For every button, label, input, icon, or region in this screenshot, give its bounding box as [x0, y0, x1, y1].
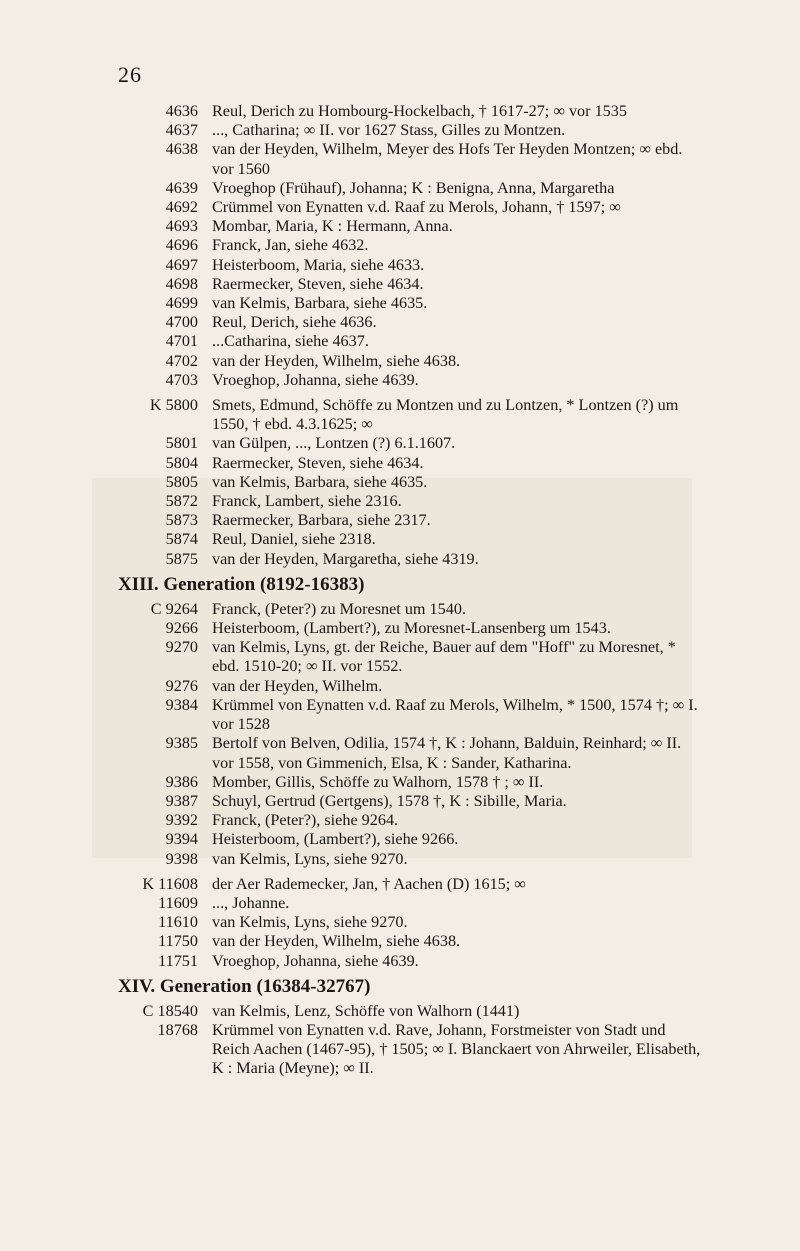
entry-text: Krümmel von Eynatten v.d. Rave, Johann, Forstmeister von Stadt und Reich Aachen (1467-95), † 1505; ∞ I. Blanckaert von Ahrweiler, Elisabeth, K : Maria (Meyne); ∞ II. [212, 1020, 701, 1078]
entry-number: 5872 [165, 492, 198, 511]
entry-text: Heisterboom, (Lambert?), zu Moresnet-Lansenberg um 1543. [212, 619, 611, 638]
entry-row [118, 434, 703, 453]
entry-number: 18768 [157, 1020, 198, 1039]
entry-text: Bertolf von Belven, Odilia, 1574 †, K : Johann, Balduin, Reinhard; ∞ II. vor 1558, von Gimmenich, Elsa, K : Sander, Katharina. [212, 734, 682, 772]
entry-number: 5801 [165, 434, 198, 453]
entry-row [118, 313, 703, 332]
entry-number: 4698 [165, 274, 198, 293]
entry-row [118, 121, 703, 140]
entry-row [118, 473, 703, 492]
entry-text: van Kelmis, Lyns, siehe 9270. [212, 913, 408, 932]
entry-row [118, 600, 703, 619]
entry-row [118, 1002, 703, 1021]
entry-number: 4639 [165, 178, 198, 197]
entry-number: 9385 [165, 734, 198, 753]
entry-text: van der Heyden, Margaretha, siehe 4319. [212, 549, 479, 568]
entry-text: van Gülpen, ..., Lontzen (?) 6.1.1607. [212, 434, 456, 453]
entry-row [118, 217, 703, 236]
entry-text: Reul, Daniel, siehe 2318. [212, 530, 376, 549]
entry-number: 4701 [165, 332, 198, 351]
entry-number: 11750 [158, 932, 198, 951]
entry-text: ..., Catharina; ∞ II. vor 1627 Stass, Gilles zu Montzen. [212, 121, 566, 140]
entry-number: 4697 [165, 255, 198, 274]
page-number: 26 [118, 62, 142, 87]
entry-number: 4699 [165, 294, 198, 313]
entry-text: Franck, (Peter?) zu Moresnet um 1540. [212, 599, 466, 618]
entry-text: van der Heyden, Wilhelm, siehe 4638. [212, 932, 461, 951]
entry-text: Mombar, Maria, K : Hermann, Anna. [212, 217, 453, 236]
entry-number: 9392 [165, 811, 198, 830]
entry-text: der Aer Rademecker, Jan, † Aachen (D) 1615; ∞ [212, 874, 526, 893]
entry-text: ...Catharina, siehe 4637. [212, 332, 369, 351]
entry-block [118, 102, 703, 390]
entry-row [118, 811, 703, 830]
entry-text: van Kelmis, Barbara, siehe 4635. [212, 472, 428, 491]
entry-number: 4696 [165, 236, 198, 255]
entry-number: 4702 [165, 351, 198, 370]
entry-number: 9270 [165, 638, 198, 657]
entry-row [118, 332, 703, 351]
entry-row [118, 530, 703, 549]
entry-block [118, 396, 703, 569]
entry-row [118, 294, 703, 313]
entry-number: 4637 [165, 121, 198, 140]
entry-block [118, 600, 703, 869]
entry-text: van der Heyden, Wilhelm, siehe 4638. [212, 351, 461, 370]
entry-number: 9276 [165, 676, 198, 695]
entry-text: van Kelmis, Lenz, Schöffe von Walhorn (1441) [212, 1001, 520, 1020]
entry-text: Franck, (Peter?), siehe 9264. [212, 811, 399, 830]
entry-row [118, 792, 703, 811]
entry-number: 5875 [165, 549, 198, 568]
entry-number: 9386 [165, 772, 198, 791]
entry-number: 9384 [165, 695, 198, 714]
entry-number: 9387 [165, 791, 198, 810]
entry-number: 4693 [165, 217, 198, 236]
entry-row [118, 511, 703, 530]
entry-text: Heisterboom, Maria, siehe 4633. [212, 255, 425, 274]
entry-number: 9394 [165, 830, 198, 849]
generation-heading: XIII. Generation (8192-16383) [118, 573, 365, 595]
entry-number: 9266 [165, 619, 198, 638]
entry-text: Raermecker, Barbara, siehe 2317. [212, 511, 431, 530]
entry-number: 9398 [165, 849, 198, 868]
entry-text: Franck, Jan, siehe 4632. [212, 236, 369, 255]
entry-number: K 5800 [149, 396, 198, 415]
entry-text: Smets, Edmund, Schöffe zu Montzen und zu Lontzen, * Lontzen (?) um 1550, † ebd. 4.3.1625; ∞ [212, 396, 679, 434]
entry-row [118, 371, 703, 390]
entry-row [118, 638, 703, 676]
entry-text: Vroeghop, Johanna, siehe 4639. [212, 370, 419, 389]
entry-row [118, 275, 703, 294]
entry-row [118, 102, 703, 121]
entry-text: van der Heyden, Wilhelm, Meyer des Hofs Ter Heyden Montzen; ∞ ebd. vor 1560 [212, 140, 683, 178]
entry-row [118, 619, 703, 638]
entry-row [118, 198, 703, 217]
entry-text: van Kelmis, Barbara, siehe 4635. [212, 294, 428, 313]
entry-number: 4692 [165, 198, 198, 217]
entry-row [118, 850, 703, 869]
entry-text: van Kelmis, Lyns, gt. der Reiche, Bauer auf dem "Hoff" zu Moresnet, * ebd. 1510-20; ∞ II. vor 1552. [212, 638, 676, 676]
entry-number: 11610 [158, 913, 198, 932]
entry-block [118, 875, 703, 971]
entry-text: Reul, Derich zu Hombourg-Hockelbach, † 1617-27; ∞ vor 1535 [212, 102, 627, 120]
entry-row [118, 696, 703, 734]
entry-text: Raermecker, Steven, siehe 4634. [212, 453, 424, 472]
entry-number: 11609 [158, 893, 198, 912]
entry-number: 4638 [165, 140, 198, 159]
entry-row [118, 894, 703, 913]
entry-row [118, 140, 703, 178]
entry-row [118, 179, 703, 198]
entry-row [118, 913, 703, 932]
entry-row [118, 952, 703, 971]
entry-text: Krümmel von Eynatten v.d. Raaf zu Merols, Wilhelm, * 1500, 1574 †; ∞ I. vor 1528 [212, 695, 698, 734]
entry-number: 5873 [165, 511, 198, 530]
entry-number: 5805 [165, 472, 198, 491]
entry-text: Heisterboom, (Lambert?), siehe 9266. [212, 830, 459, 849]
entry-text: Franck, Lambert, siehe 2316. [212, 492, 402, 511]
entry-row [118, 550, 703, 569]
entry-row [118, 677, 703, 696]
entry-row [118, 256, 703, 275]
entry-row [118, 734, 703, 772]
entry-row [118, 236, 703, 255]
entry-number: 4703 [165, 370, 198, 389]
entry-number: 5874 [165, 530, 198, 549]
entry-number: C 9264 [150, 599, 198, 618]
entry-block [118, 1002, 703, 1079]
genealogy-list [118, 102, 703, 1079]
entry-number: C 18540 [142, 1001, 198, 1020]
entry-number: 4636 [165, 102, 198, 120]
entry-text: Vroeghop, Johanna, siehe 4639. [212, 951, 419, 970]
entry-row [118, 773, 703, 792]
entry-text: Reul, Derich, siehe 4636. [212, 313, 377, 332]
entry-number: 4700 [165, 313, 198, 332]
entry-number: 11751 [158, 951, 198, 970]
entry-row [118, 492, 703, 511]
entry-row [118, 830, 703, 849]
entry-row [118, 875, 703, 894]
entry-row [118, 396, 703, 434]
entry-text: Schuyl, Gertrud (Gertgens), 1578 †, K : Sibille, Maria. [212, 791, 567, 810]
entry-text: van der Heyden, Wilhelm. [212, 676, 383, 695]
entry-text: Crümmel von Eynatten v.d. Raaf zu Merols, Johann, † 1597; ∞ [212, 198, 621, 217]
entry-row [118, 932, 703, 951]
entry-text: ..., Johanne. [212, 893, 290, 912]
entry-text: Vroeghop (Frühauf), Johanna; K : Benigna, Anna, Margaretha [212, 178, 615, 197]
entry-row [118, 352, 703, 371]
entry-text: Raermecker, Steven, siehe 4634. [212, 274, 424, 293]
entry-text: van Kelmis, Lyns, siehe 9270. [212, 849, 408, 868]
entry-row [118, 454, 703, 473]
generation-heading: XIV. Generation (16384-32767) [118, 975, 371, 997]
entry-row [118, 1021, 703, 1079]
entry-number: K 11608 [142, 874, 198, 893]
entry-number: 5804 [165, 453, 198, 472]
entry-text: Momber, Gillis, Schöffe zu Walhorn, 1578 † ; ∞ II. [212, 772, 544, 791]
